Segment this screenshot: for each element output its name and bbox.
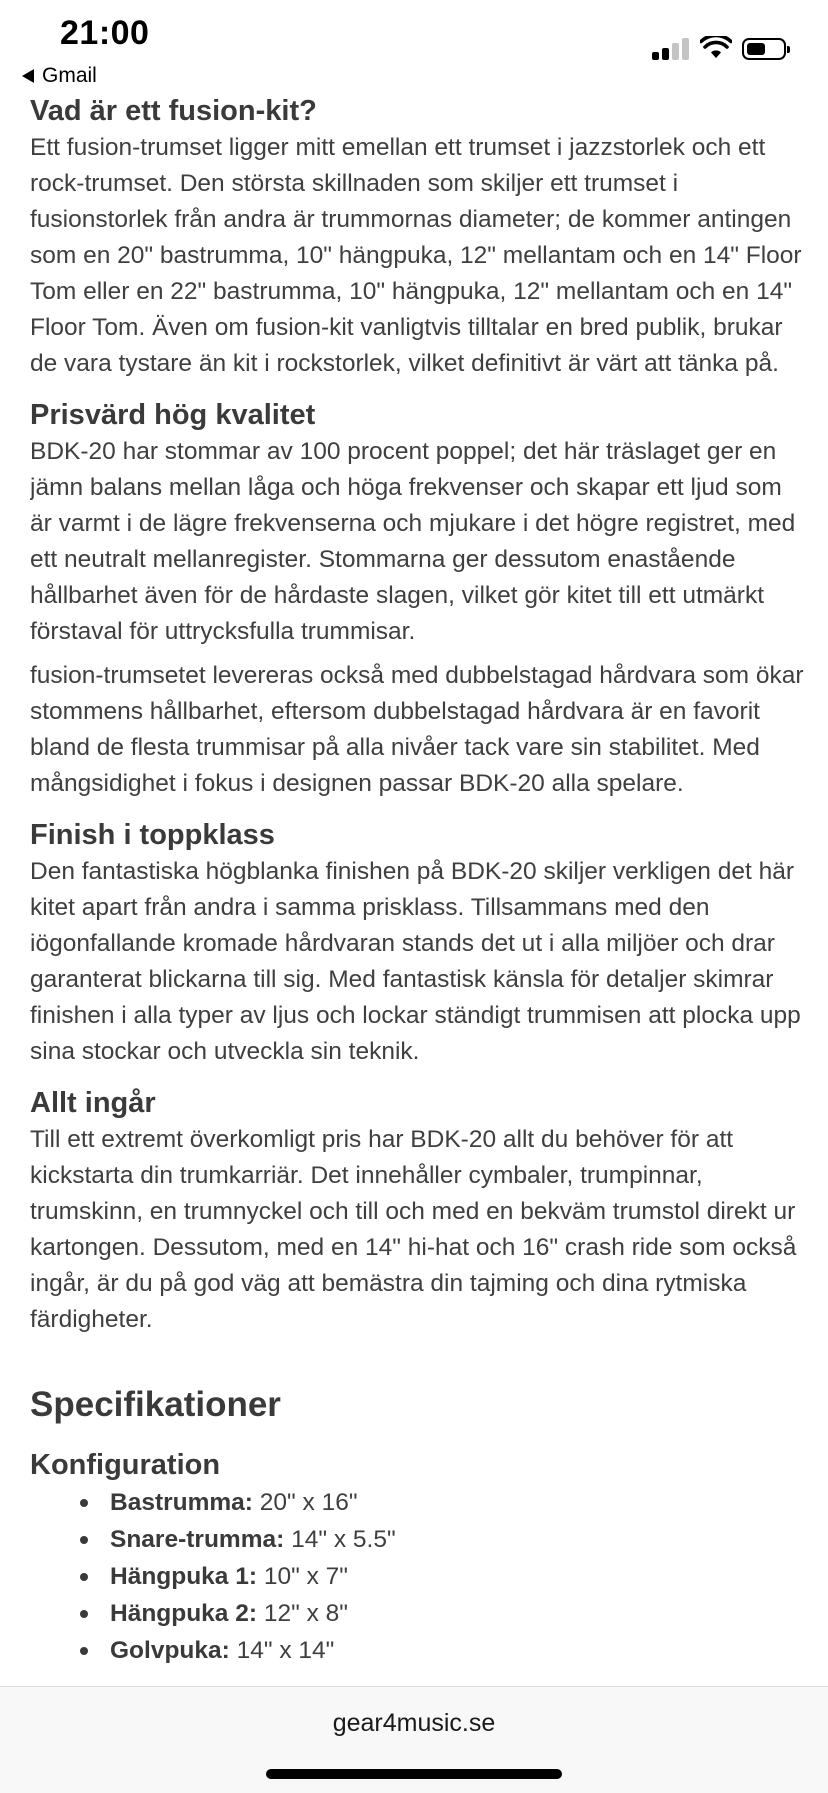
section-paragraph: fusion-trumsetet levereras också med dubbelstagad hårdvara som ökar stommens hållbarhet, eftersom dubbelstagad hårdvara är en favorit bland de flesta trummisar på alla nivåer tack vare sin stabilitet. Med mångsidighet i fokus i designen passar BDK-20 alla spelare. bbox=[30, 662, 804, 797]
back-triangle-icon bbox=[22, 69, 34, 83]
section-heading: Finish i toppklass bbox=[30, 819, 275, 851]
configuration-heading: Konfiguration bbox=[30, 1449, 221, 1481]
section-paragraph: Ett fusion-trumset ligger mitt emellan ett trumset i jazzstorlek och ett rock-trumset. Den största skillnaden som skiljer ett trumset i fusionstorlek från andra är trummornas diameter; de kommer antingen som en 20" bastrumma, 10" hängpuka, 12" mellantam och en 14" Floor Tom eller en 22" bastrumma, 10" hängpuka, 12" mellantam och en 14" Floor Tom. Även om fusion-kit vanligtvis tilltalar en bred publik, brukar de vara tystare än kit i rockstorlek, vilket definitivt är värt att tänka på. bbox=[30, 134, 802, 377]
battery-icon bbox=[742, 38, 786, 60]
cellular-signal-icon bbox=[652, 36, 692, 60]
configuration-list bbox=[30, 1484, 810, 1669]
spec-value: 20" x 16" bbox=[259, 1489, 358, 1516]
spec-label: Golvpuka: bbox=[110, 1637, 230, 1664]
back-app-label: Gmail bbox=[42, 64, 97, 87]
address-bar[interactable]: gear4music.se bbox=[332, 1709, 496, 1737]
section-heading: Allt ingår bbox=[30, 1087, 156, 1119]
home-indicator[interactable] bbox=[266, 1769, 562, 1779]
status-time: 21:00 bbox=[60, 14, 150, 52]
section-heading: Vad är ett fusion-kit? bbox=[30, 95, 317, 127]
spec-item bbox=[30, 1484, 810, 1521]
spec-item bbox=[30, 1558, 810, 1595]
spec-label: Bastrumma: bbox=[110, 1489, 253, 1516]
wifi-icon bbox=[700, 36, 732, 60]
section-paragraph: Till ett extremt överkomligt pris har BDK-20 allt du behöver för att kickstarta din trumkarriär. Det innehåller cymbaler, trumpinnar, trumskinn, en trumnyckel och till och med en bekväm trumstol direkt ur kartongen. Dessutom, med en 14" hi-hat och 16" crash ride som också ingår, är du på god väg att bemästra din tajming och dina rytmiska färdigheter. bbox=[30, 1126, 797, 1333]
spec-value: 12" x 8" bbox=[263, 1600, 348, 1627]
browser-bottom-bar bbox=[0, 1686, 828, 1793]
back-to-app-button[interactable] bbox=[22, 64, 97, 88]
spec-label: Hängpuka 2: bbox=[110, 1600, 258, 1627]
spec-value: 14" x 5.5" bbox=[291, 1526, 396, 1553]
spec-item bbox=[30, 1595, 810, 1632]
spec-value: 14" x 14" bbox=[236, 1637, 335, 1664]
section-paragraph: BDK-20 har stommar av 100 procent poppel; det här träslaget ger en jämn balans mellan låga och höga frekvenser och skapar ett ljud som är varmt i de lägre frekvenserna och mjukare i det högre registret, med ett neutralt mellanregister. Stommarna ger dessutom enastående hållbarhet även för de hårdaste slagen, vilket gör kitet till ett utmärkt förstaval för uttrycksfulla trummisar. bbox=[30, 438, 796, 645]
section-heading: Prisvärd hög kvalitet bbox=[30, 399, 316, 431]
spec-value: 10" x 7" bbox=[263, 1563, 348, 1590]
status-bar bbox=[0, 0, 828, 60]
spec-label: Hängpuka 1: bbox=[110, 1563, 258, 1590]
page-content bbox=[30, 92, 810, 1686]
spec-label: Snare-trumma: bbox=[110, 1526, 285, 1553]
spec-item bbox=[30, 1632, 810, 1669]
specifications-heading: Specifikationer bbox=[30, 1385, 281, 1424]
spec-item bbox=[30, 1521, 810, 1558]
section-paragraph: Den fantastiska högblanka finishen på BDK-20 skiljer verkligen det här kitet apart från andra i samma prisklass. Tillsammans med den iögonfallande kromade hårdvaran stands det ut i alla miljöer och drar garanterat blickarna till sig. Med fantastisk känsla för detaljer skimrar finishen i alla typer av ljus och lockar ständigt trummisen att plocka upp sina stockar och utveckla sin teknik. bbox=[30, 858, 801, 1065]
